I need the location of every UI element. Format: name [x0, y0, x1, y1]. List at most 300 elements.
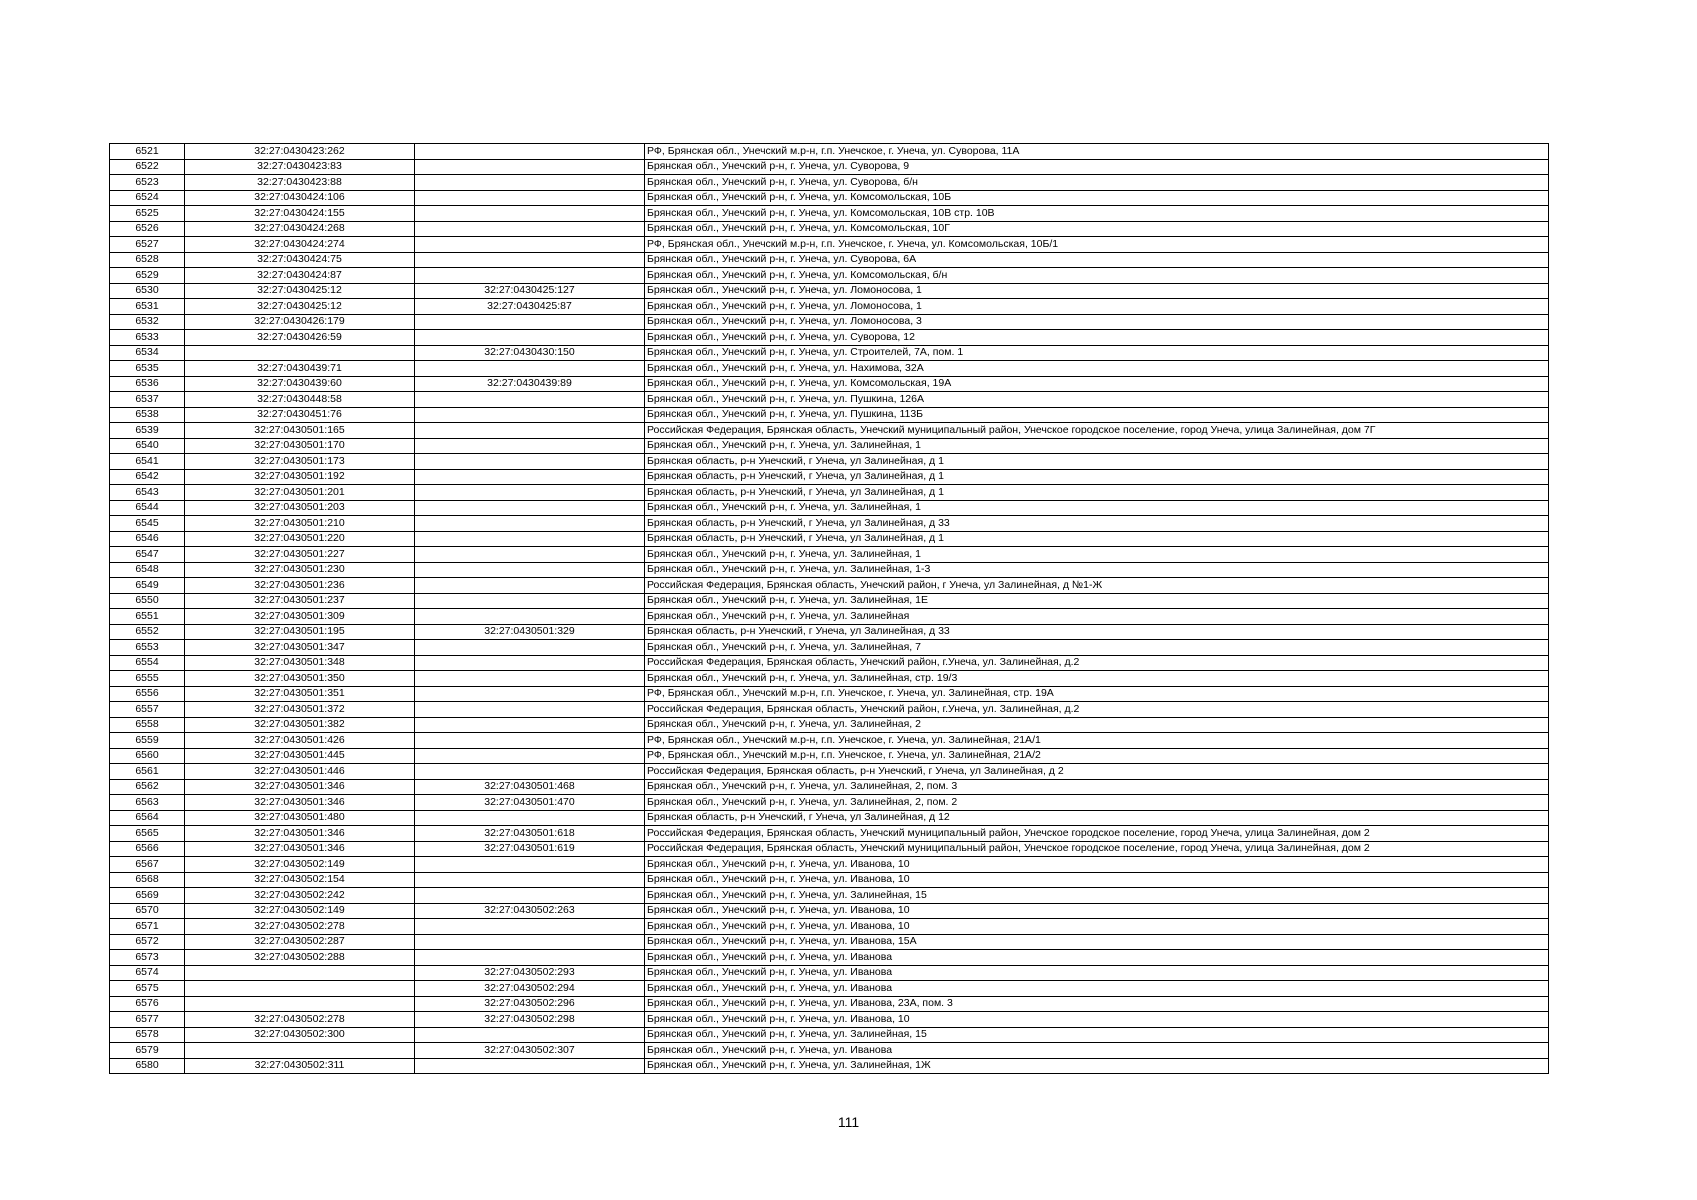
- address-cell: Брянская область, р-н Унечский, г Унеча, ул Залинейная, д 1: [645, 485, 1549, 501]
- table-row: [110, 996, 1549, 1012]
- address-cell: Российская Федерация, Брянская область, Унечский муниципальный район, Унечское городское поселение, город Унеча, улица Залинейная, дом 2: [645, 841, 1549, 857]
- land-cadastral-number-cell: 32:27:0430501:445: [185, 748, 415, 764]
- object-cadastral-number-cell: 32:27:0430502:296: [415, 996, 645, 1012]
- land-cadastral-number-cell: 32:27:0430501:347: [185, 640, 415, 656]
- table-row: [110, 1027, 1549, 1043]
- address-cell: Брянская обл., Унечский р-н, г. Унеча, ул. Суворова, 9: [645, 159, 1549, 175]
- address-cell: Российская Федерация, Брянская область, Унечский район, г.Унеча, ул. Залинейная, д.2: [645, 702, 1549, 718]
- row-number-cell: 6572: [110, 934, 185, 950]
- address-cell: Брянская обл., Унечский р-н, г. Унеча, ул. Иванова, 15А: [645, 934, 1549, 950]
- land-cadastral-number-cell: 32:27:0430424:268: [185, 221, 415, 237]
- object-cadastral-number-cell: [415, 252, 645, 268]
- row-number-cell: 6531: [110, 299, 185, 315]
- row-number-cell: 6575: [110, 981, 185, 997]
- table-row: [110, 1043, 1549, 1059]
- address-cell: Брянская обл., Унечский р-н, г. Унеча, ул. Иванова: [645, 950, 1549, 966]
- address-cell: Брянская область, р-н Унечский, г Унеча, ул Залинейная, д 33: [645, 516, 1549, 532]
- address-cell: Брянская обл., Унечский р-н, г. Унеча, ул. Залинейная, 2, пом. 2: [645, 795, 1549, 811]
- table-row: [110, 640, 1549, 656]
- table-row: [110, 795, 1549, 811]
- object-cadastral-number-cell: 32:27:0430502:293: [415, 965, 645, 981]
- land-cadastral-number-cell: 32:27:0430501:210: [185, 516, 415, 532]
- row-number-cell: 6574: [110, 965, 185, 981]
- object-cadastral-number-cell: 32:27:0430501:618: [415, 826, 645, 842]
- table-row: [110, 562, 1549, 578]
- table-row: [110, 810, 1549, 826]
- object-cadastral-number-cell: [415, 314, 645, 330]
- land-cadastral-number-cell: 32:27:0430501:346: [185, 841, 415, 857]
- row-number-cell: 6571: [110, 919, 185, 935]
- address-cell: Российская Федерация, Брянская область, Унечский муниципальный район, Унечское городское поселение, город Унеча, улица Залинейная, дом 2: [645, 826, 1549, 842]
- row-number-cell: 6580: [110, 1058, 185, 1074]
- row-number-cell: 6530: [110, 283, 185, 299]
- row-number-cell: 6527: [110, 237, 185, 253]
- land-cadastral-number-cell: 32:27:0430502:149: [185, 903, 415, 919]
- row-number-cell: 6560: [110, 748, 185, 764]
- land-cadastral-number-cell: 32:27:0430425:12: [185, 299, 415, 315]
- object-cadastral-number-cell: 32:27:0430425:87: [415, 299, 645, 315]
- address-cell: РФ, Брянская обл., Унечский м.р-н, г.п. Унечское, г. Унеча, ул. Залинейная, 21А/2: [645, 748, 1549, 764]
- land-cadastral-number-cell: 32:27:0430451:76: [185, 407, 415, 423]
- land-cadastral-number-cell: 32:27:0430501:426: [185, 733, 415, 749]
- object-cadastral-number-cell: [415, 1027, 645, 1043]
- object-cadastral-number-cell: [415, 469, 645, 485]
- address-cell: Брянская обл., Унечский р-н, г. Унеча, ул. Иванова, 10: [645, 857, 1549, 873]
- object-cadastral-number-cell: 32:27:0430501:619: [415, 841, 645, 857]
- land-cadastral-number-cell: 32:27:0430501:348: [185, 655, 415, 671]
- land-cadastral-number-cell: 32:27:0430501:201: [185, 485, 415, 501]
- address-cell: РФ, Брянская обл., Унечский м.р-н, г.п. Унечское, г. Унеча, ул. Залинейная, стр. 19А: [645, 686, 1549, 702]
- row-number-cell: 6521: [110, 144, 185, 160]
- table-row: [110, 361, 1549, 377]
- row-number-cell: 6536: [110, 376, 185, 392]
- table-row: [110, 283, 1549, 299]
- row-number-cell: 6541: [110, 454, 185, 470]
- row-number-cell: 6523: [110, 175, 185, 191]
- address-cell: Брянская обл., Унечский р-н, г. Унеча, ул. Комсомольская, б/н: [645, 268, 1549, 284]
- object-cadastral-number-cell: [415, 640, 645, 656]
- object-cadastral-number-cell: [415, 934, 645, 950]
- table-row: [110, 702, 1549, 718]
- address-cell: Брянская обл., Унечский р-н, г. Унеча, ул. Залинейная, 1: [645, 547, 1549, 563]
- row-number-cell: 6542: [110, 469, 185, 485]
- table-row: [110, 144, 1549, 160]
- address-cell: Брянская обл., Унечский р-н, г. Унеча, ул. Ломоносова, 1: [645, 299, 1549, 315]
- address-cell: Брянская обл., Унечский р-н, г. Унеча, ул. Комсомольская, 10Г: [645, 221, 1549, 237]
- land-cadastral-number-cell: 32:27:0430502:278: [185, 1012, 415, 1028]
- address-cell: Брянская обл., Унечский р-н, г. Унеча, ул. Ломоносова, 1: [645, 283, 1549, 299]
- table-row: [110, 903, 1549, 919]
- object-cadastral-number-cell: [415, 159, 645, 175]
- object-cadastral-number-cell: 32:27:0430502:294: [415, 981, 645, 997]
- row-number-cell: 6563: [110, 795, 185, 811]
- land-cadastral-number-cell: 32:27:0430502:278: [185, 919, 415, 935]
- object-cadastral-number-cell: [415, 268, 645, 284]
- address-cell: Брянская обл., Унечский р-н, г. Унеча, ул. Залинейная, 15: [645, 1027, 1549, 1043]
- address-cell: Брянская обл., Унечский р-н, г. Унеча, ул. Иванова, 23А, пом. 3: [645, 996, 1549, 1012]
- object-cadastral-number-cell: [415, 562, 645, 578]
- land-cadastral-number-cell: [185, 965, 415, 981]
- address-cell: Брянская обл., Унечский р-н, г. Унеча, ул. Комсомольская, 19А: [645, 376, 1549, 392]
- row-number-cell: 6567: [110, 857, 185, 873]
- land-cadastral-number-cell: 32:27:0430448:58: [185, 392, 415, 408]
- row-number-cell: 6550: [110, 593, 185, 609]
- land-cadastral-number-cell: 32:27:0430501:170: [185, 438, 415, 454]
- row-number-cell: 6546: [110, 531, 185, 547]
- address-cell: Брянская область, р-н Унечский, г Унеча, ул Залинейная, д 12: [645, 810, 1549, 826]
- address-cell: Брянская обл., Унечский р-н, г. Унеча, ул. Залинейная, 1Е: [645, 593, 1549, 609]
- land-cadastral-number-cell: 32:27:0430501:236: [185, 578, 415, 594]
- land-cadastral-number-cell: 32:27:0430501:446: [185, 764, 415, 780]
- table-row: [110, 826, 1549, 842]
- address-cell: Брянская область, р-н Унечский, г Унеча, ул Залинейная, д 1: [645, 454, 1549, 470]
- row-number-cell: 6579: [110, 1043, 185, 1059]
- table-row: [110, 500, 1549, 516]
- land-cadastral-number-cell: [185, 996, 415, 1012]
- row-number-cell: 6544: [110, 500, 185, 516]
- table-row: [110, 268, 1549, 284]
- object-cadastral-number-cell: [415, 950, 645, 966]
- table-row: [110, 578, 1549, 594]
- address-cell: Брянская обл., Унечский р-н, г. Унеча, ул. Комсомольская, 10Б: [645, 190, 1549, 206]
- address-cell: Брянская обл., Унечский р-н, г. Унеча, ул. Суворова, 6А: [645, 252, 1549, 268]
- land-cadastral-number-cell: 32:27:0430501:192: [185, 469, 415, 485]
- address-cell: Брянская область, р-н Унечский, г Унеча, ул Залинейная, д 33: [645, 624, 1549, 640]
- table-row: [110, 1012, 1549, 1028]
- object-cadastral-number-cell: [415, 733, 645, 749]
- table-row: [110, 392, 1549, 408]
- object-cadastral-number-cell: 32:27:0430501:468: [415, 779, 645, 795]
- row-number-cell: 6559: [110, 733, 185, 749]
- object-cadastral-number-cell: 32:27:0430501:329: [415, 624, 645, 640]
- address-cell: Брянская обл., Унечский р-н, г. Унеча, ул. Комсомольская, 10В стр. 10В: [645, 206, 1549, 222]
- object-cadastral-number-cell: 32:27:0430439:89: [415, 376, 645, 392]
- table-row: [110, 159, 1549, 175]
- row-number-cell: 6548: [110, 562, 185, 578]
- row-number-cell: 6573: [110, 950, 185, 966]
- row-number-cell: 6533: [110, 330, 185, 346]
- table-row: [110, 624, 1549, 640]
- object-cadastral-number-cell: [415, 919, 645, 935]
- row-number-cell: 6553: [110, 640, 185, 656]
- object-cadastral-number-cell: 32:27:0430502:298: [415, 1012, 645, 1028]
- table-row: [110, 717, 1549, 733]
- land-cadastral-number-cell: 32:27:0430501:346: [185, 795, 415, 811]
- table-row: [110, 764, 1549, 780]
- table-row: [110, 981, 1549, 997]
- address-cell: Брянская обл., Унечский р-н, г. Унеча, ул. Суворова, б/н: [645, 175, 1549, 191]
- land-cadastral-number-cell: 32:27:0430501:346: [185, 826, 415, 842]
- address-cell: Брянская обл., Унечский р-н, г. Унеча, ул. Залинейная, 15: [645, 888, 1549, 904]
- land-cadastral-number-cell: 32:27:0430502:242: [185, 888, 415, 904]
- row-number-cell: 6568: [110, 872, 185, 888]
- table-row: [110, 252, 1549, 268]
- land-cadastral-number-cell: 32:27:0430424:87: [185, 268, 415, 284]
- object-cadastral-number-cell: [415, 144, 645, 160]
- table-row: [110, 175, 1549, 191]
- table-row: [110, 237, 1549, 253]
- table-row: [110, 609, 1549, 625]
- table-row: [110, 407, 1549, 423]
- row-number-cell: 6561: [110, 764, 185, 780]
- table-row: [110, 857, 1549, 873]
- table-row: [110, 206, 1549, 222]
- address-cell: Брянская область, р-н Унечский, г Унеча, ул Залинейная, д 1: [645, 469, 1549, 485]
- object-cadastral-number-cell: [415, 671, 645, 687]
- land-cadastral-number-cell: 32:27:0430426:59: [185, 330, 415, 346]
- land-cadastral-number-cell: [185, 981, 415, 997]
- address-cell: Брянская обл., Унечский р-н, г. Унеча, ул. Иванова: [645, 965, 1549, 981]
- address-cell: РФ, Брянская обл., Унечский м.р-н, г.п. Унечское, г. Унеча, ул. Залинейная, 21А/1: [645, 733, 1549, 749]
- land-cadastral-number-cell: 32:27:0430423:83: [185, 159, 415, 175]
- address-cell: Брянская обл., Унечский р-н, г. Унеча, ул. Залинейная, 2, пом. 3: [645, 779, 1549, 795]
- row-number-cell: 6532: [110, 314, 185, 330]
- row-number-cell: 6526: [110, 221, 185, 237]
- table-row: [110, 655, 1549, 671]
- row-number-cell: 6551: [110, 609, 185, 625]
- row-number-cell: 6566: [110, 841, 185, 857]
- table-row: [110, 934, 1549, 950]
- object-cadastral-number-cell: [415, 593, 645, 609]
- table-row: [110, 345, 1549, 361]
- row-number-cell: 6570: [110, 903, 185, 919]
- land-cadastral-number-cell: 32:27:0430501:203: [185, 500, 415, 516]
- object-cadastral-number-cell: [415, 1058, 645, 1074]
- address-cell: Брянская обл., Унечский р-н, г. Унеча, ул. Залинейная, 1-3: [645, 562, 1549, 578]
- land-cadastral-number-cell: 32:27:0430501:230: [185, 562, 415, 578]
- object-cadastral-number-cell: [415, 578, 645, 594]
- row-number-cell: 6552: [110, 624, 185, 640]
- address-cell: Брянская обл., Унечский р-н, г. Унеча, ул. Нахимова, 32А: [645, 361, 1549, 377]
- table-row: [110, 547, 1549, 563]
- object-cadastral-number-cell: [415, 423, 645, 439]
- land-cadastral-number-cell: 32:27:0430439:60: [185, 376, 415, 392]
- table-row: [110, 872, 1549, 888]
- object-cadastral-number-cell: [415, 206, 645, 222]
- row-number-cell: 6540: [110, 438, 185, 454]
- table-row: [110, 671, 1549, 687]
- row-number-cell: 6525: [110, 206, 185, 222]
- table-row: [110, 376, 1549, 392]
- object-cadastral-number-cell: 32:27:0430502:263: [415, 903, 645, 919]
- object-cadastral-number-cell: [415, 175, 645, 191]
- row-number-cell: 6528: [110, 252, 185, 268]
- object-cadastral-number-cell: [415, 810, 645, 826]
- row-number-cell: 6569: [110, 888, 185, 904]
- address-cell: Брянская обл., Унечский р-н, г. Унеча, ул. Залинейная, стр. 19/3: [645, 671, 1549, 687]
- object-cadastral-number-cell: [415, 330, 645, 346]
- land-cadastral-number-cell: 32:27:0430501:351: [185, 686, 415, 702]
- address-cell: РФ, Брянская обл., Унечский м.р-н, г.п. Унечское, г. Унеча, ул. Комсомольская, 10Б/1: [645, 237, 1549, 253]
- row-number-cell: 6538: [110, 407, 185, 423]
- object-cadastral-number-cell: [415, 888, 645, 904]
- object-cadastral-number-cell: [415, 655, 645, 671]
- object-cadastral-number-cell: [415, 547, 645, 563]
- land-cadastral-number-cell: 32:27:0430501:227: [185, 547, 415, 563]
- address-cell: Брянская обл., Унечский р-н, г. Унеча, ул. Строителей, 7А, пом. 1: [645, 345, 1549, 361]
- land-cadastral-number-cell: [185, 1043, 415, 1059]
- land-cadastral-number-cell: 32:27:0430501:195: [185, 624, 415, 640]
- object-cadastral-number-cell: [415, 748, 645, 764]
- land-cadastral-number-cell: 32:27:0430425:12: [185, 283, 415, 299]
- address-cell: Российская Федерация, Брянская область, Унечский район, г.Унеча, ул. Залинейная, д.2: [645, 655, 1549, 671]
- address-cell: Российская Федерация, Брянская область, Унечский район, г Унеча, ул Залинейная, д №1-Ж: [645, 578, 1549, 594]
- table-row: [110, 1058, 1549, 1074]
- table-row: [110, 221, 1549, 237]
- address-cell: Брянская обл., Унечский р-н, г. Унеча, ул. Иванова, 10: [645, 919, 1549, 935]
- object-cadastral-number-cell: [415, 686, 645, 702]
- address-cell: Брянская обл., Унечский р-н, г. Унеча, ул. Залинейная, 7: [645, 640, 1549, 656]
- table-row: [110, 593, 1549, 609]
- object-cadastral-number-cell: [415, 407, 645, 423]
- table-row: [110, 888, 1549, 904]
- address-cell: Брянская обл., Унечский р-н, г. Унеча, ул. Иванова, 10: [645, 903, 1549, 919]
- object-cadastral-number-cell: [415, 764, 645, 780]
- row-number-cell: 6547: [110, 547, 185, 563]
- land-cadastral-number-cell: 32:27:0430502:287: [185, 934, 415, 950]
- object-cadastral-number-cell: [415, 500, 645, 516]
- row-number-cell: 6545: [110, 516, 185, 532]
- table-row: [110, 485, 1549, 501]
- table-row: [110, 454, 1549, 470]
- object-cadastral-number-cell: [415, 857, 645, 873]
- object-cadastral-number-cell: [415, 454, 645, 470]
- land-cadastral-number-cell: 32:27:0430501:173: [185, 454, 415, 470]
- row-number-cell: 6549: [110, 578, 185, 594]
- land-cadastral-number-cell: 32:27:0430502:154: [185, 872, 415, 888]
- land-cadastral-number-cell: 32:27:0430501:480: [185, 810, 415, 826]
- address-cell: Брянская область, р-н Унечский, г Унеча, ул Залинейная, д 1: [645, 531, 1549, 547]
- table-row: [110, 965, 1549, 981]
- address-cell: Брянская обл., Унечский р-н, г. Унеча, ул. Иванова: [645, 981, 1549, 997]
- row-number-cell: 6576: [110, 996, 185, 1012]
- land-cadastral-number-cell: 32:27:0430426:179: [185, 314, 415, 330]
- object-cadastral-number-cell: 32:27:0430502:307: [415, 1043, 645, 1059]
- object-cadastral-number-cell: [415, 872, 645, 888]
- land-cadastral-number-cell: 32:27:0430424:155: [185, 206, 415, 222]
- object-cadastral-number-cell: [415, 237, 645, 253]
- row-number-cell: 6556: [110, 686, 185, 702]
- row-number-cell: 6577: [110, 1012, 185, 1028]
- table-row: [110, 841, 1549, 857]
- land-cadastral-number-cell: 32:27:0430502:311: [185, 1058, 415, 1074]
- land-cadastral-number-cell: [185, 345, 415, 361]
- row-number-cell: 6555: [110, 671, 185, 687]
- object-cadastral-number-cell: [415, 361, 645, 377]
- address-cell: Брянская обл., Унечский р-н, г. Унеча, ул. Залинейная, 1: [645, 500, 1549, 516]
- land-cadastral-number-cell: 32:27:0430502:288: [185, 950, 415, 966]
- row-number-cell: 6529: [110, 268, 185, 284]
- row-number-cell: 6578: [110, 1027, 185, 1043]
- row-number-cell: 6565: [110, 826, 185, 842]
- table-row: [110, 314, 1549, 330]
- object-cadastral-number-cell: [415, 221, 645, 237]
- land-cadastral-number-cell: 32:27:0430501:346: [185, 779, 415, 795]
- object-cadastral-number-cell: 32:27:0430425:127: [415, 283, 645, 299]
- address-cell: Брянская обл., Унечский р-н, г. Унеча, ул. Залинейная, 1: [645, 438, 1549, 454]
- table-row: [110, 438, 1549, 454]
- address-cell: Брянская обл., Унечский р-н, г. Унеча, ул. Залинейная, 1Ж: [645, 1058, 1549, 1074]
- row-number-cell: 6554: [110, 655, 185, 671]
- address-cell: Брянская обл., Унечский р-н, г. Унеча, ул. Пушкина, 113Б: [645, 407, 1549, 423]
- table-row: [110, 423, 1549, 439]
- table-row: [110, 950, 1549, 966]
- table-row: [110, 686, 1549, 702]
- address-cell: Российская Федерация, Брянская область, Унечский муниципальный район, Унечское городское поселение, город Унеча, улица Залинейная, дом 7Г: [645, 423, 1549, 439]
- land-cadastral-number-cell: 32:27:0430501:220: [185, 531, 415, 547]
- object-cadastral-number-cell: [415, 717, 645, 733]
- row-number-cell: 6564: [110, 810, 185, 826]
- object-cadastral-number-cell: [415, 531, 645, 547]
- object-cadastral-number-cell: [415, 438, 645, 454]
- row-number-cell: 6534: [110, 345, 185, 361]
- registry-table-body: [110, 144, 1549, 1074]
- page-number: 111: [837, 1114, 860, 1130]
- land-cadastral-number-cell: 32:27:0430423:88: [185, 175, 415, 191]
- table-row: [110, 516, 1549, 532]
- object-cadastral-number-cell: [415, 702, 645, 718]
- object-cadastral-number-cell: 32:27:0430430:150: [415, 345, 645, 361]
- land-cadastral-number-cell: 32:27:0430501:237: [185, 593, 415, 609]
- address-cell: Брянская обл., Унечский р-н, г. Унеча, ул. Пушкина, 126А: [645, 392, 1549, 408]
- row-number-cell: 6543: [110, 485, 185, 501]
- address-cell: Брянская обл., Унечский р-н, г. Унеча, ул. Иванова, 10: [645, 1012, 1549, 1028]
- object-cadastral-number-cell: [415, 392, 645, 408]
- address-cell: Брянская обл., Унечский р-н, г. Унеча, ул. Залинейная, 2: [645, 717, 1549, 733]
- row-number-cell: 6522: [110, 159, 185, 175]
- address-cell: РФ, Брянская обл., Унечский м.р-н, г.п. Унечское, г. Унеча, ул. Суворова, 11А: [645, 144, 1549, 160]
- row-number-cell: 6537: [110, 392, 185, 408]
- land-cadastral-number-cell: 32:27:0430424:75: [185, 252, 415, 268]
- row-number-cell: 6558: [110, 717, 185, 733]
- land-cadastral-number-cell: 32:27:0430501:382: [185, 717, 415, 733]
- row-number-cell: 6562: [110, 779, 185, 795]
- object-cadastral-number-cell: 32:27:0430501:470: [415, 795, 645, 811]
- row-number-cell: 6535: [110, 361, 185, 377]
- row-number-cell: 6539: [110, 423, 185, 439]
- table-row: [110, 469, 1549, 485]
- land-cadastral-number-cell: 32:27:0430439:71: [185, 361, 415, 377]
- table-row: [110, 299, 1549, 315]
- object-cadastral-number-cell: [415, 190, 645, 206]
- row-number-cell: 6524: [110, 190, 185, 206]
- address-cell: Брянская обл., Унечский р-н, г. Унеча, ул. Ломоносова, 3: [645, 314, 1549, 330]
- land-cadastral-number-cell: 32:27:0430423:262: [185, 144, 415, 160]
- object-cadastral-number-cell: [415, 609, 645, 625]
- row-number-cell: 6557: [110, 702, 185, 718]
- table-row: [110, 190, 1549, 206]
- table-row: [110, 330, 1549, 346]
- land-cadastral-number-cell: 32:27:0430502:149: [185, 857, 415, 873]
- land-cadastral-number-cell: 32:27:0430424:274: [185, 237, 415, 253]
- address-cell: Российская Федерация, Брянская область, р-н Унечский, г Унеча, ул Залинейная, д 2: [645, 764, 1549, 780]
- address-cell: Брянская обл., Унечский р-н, г. Унеча, ул. Иванова, 10: [645, 872, 1549, 888]
- address-cell: Брянская обл., Унечский р-н, г. Унеча, ул. Залинейная: [645, 609, 1549, 625]
- address-cell: Брянская обл., Унечский р-н, г. Унеча, ул. Суворова, 12: [645, 330, 1549, 346]
- land-cadastral-number-cell: 32:27:0430501:350: [185, 671, 415, 687]
- registry-table: [109, 143, 1549, 1074]
- table-row: [110, 779, 1549, 795]
- table-row: [110, 733, 1549, 749]
- table-row: [110, 531, 1549, 547]
- land-cadastral-number-cell: 32:27:0430501:372: [185, 702, 415, 718]
- land-cadastral-number-cell: 32:27:0430501:165: [185, 423, 415, 439]
- table-row: [110, 919, 1549, 935]
- address-cell: Брянская обл., Унечский р-н, г. Унеча, ул. Иванова: [645, 1043, 1549, 1059]
- object-cadastral-number-cell: [415, 516, 645, 532]
- table-row: [110, 748, 1549, 764]
- land-cadastral-number-cell: 32:27:0430501:309: [185, 609, 415, 625]
